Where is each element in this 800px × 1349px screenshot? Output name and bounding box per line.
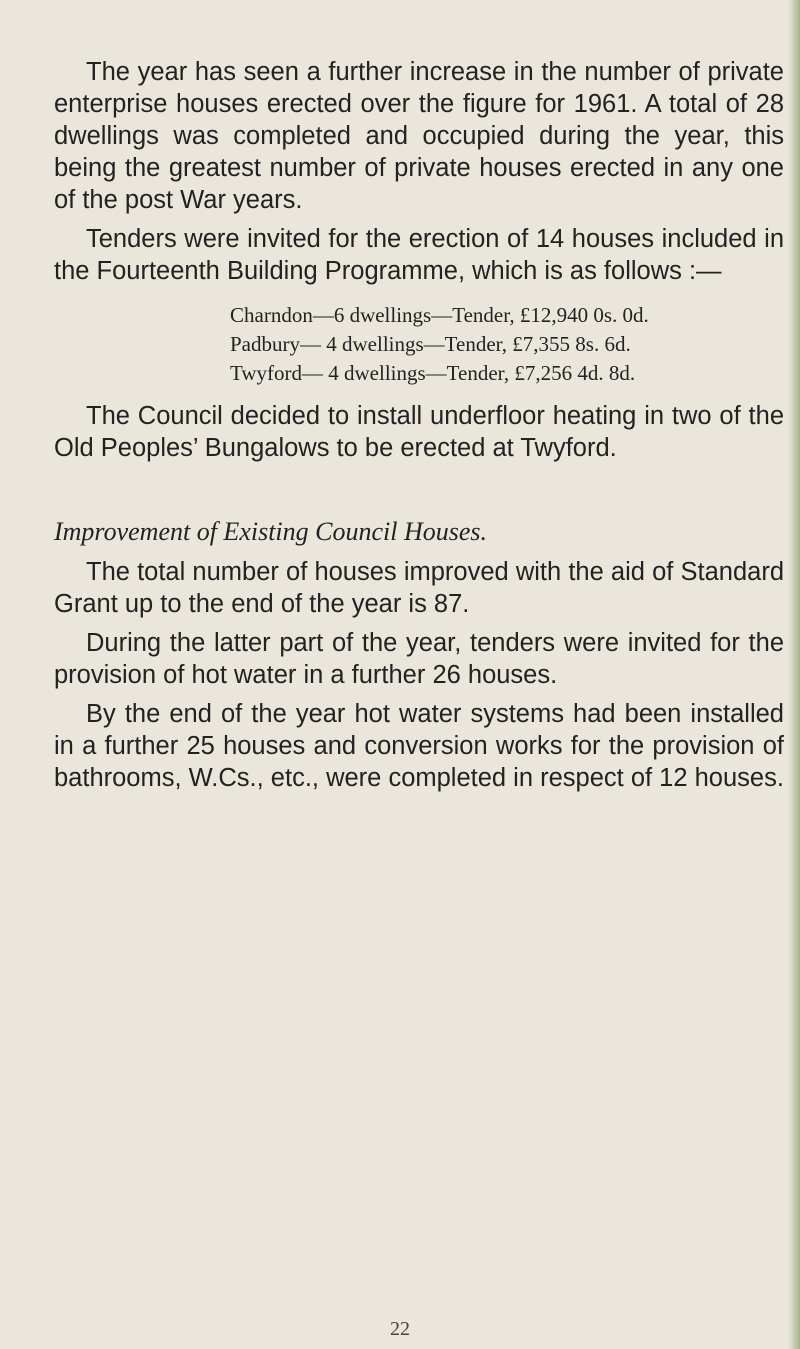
paragraph-conversion-works: By the end of the year hot water systems had been installed in a further 25 houses and conversion works for the provision of bathrooms, W.Cs., etc., were completed in respect of 12 houses. — [54, 700, 784, 792]
paragraph-hot-water-tenders: During the latter part of the year, tenders were invited for the provision of hot water in a further 26 houses. — [54, 629, 784, 689]
tender-list — [54, 301, 784, 388]
page-number: 22 — [390, 1318, 410, 1340]
document-page — [54, 56, 784, 794]
paragraph-underfloor-heating: The Council decided to install underfloor heating in two of the Old Peoples’ Bungalows to be erected at Twyford. — [54, 402, 784, 462]
tender-item-charndon: Charndon—6 dwellings—Tender, £12,940 0s. 0d. — [230, 303, 649, 327]
paragraph-private-houses: The year has seen a further increase in the number of private enterprise houses erected over the figure for 1961. A total of 28 dwellings was completed and occupied during the year, this being the greatest number of private houses erected in any one of the post War years. — [54, 58, 784, 214]
paragraph-tenders-intro: Tenders were invited for the erection of 14 houses included in the Fourteenth Building Programme, which is as follows :— — [54, 225, 784, 285]
paragraph-standard-grant: The total number of houses improved with the aid of Standard Grant up to the end of the year is 87. — [54, 558, 784, 618]
tender-item-twyford: Twyford— 4 dwellings—Tender, £7,256 4d. 8d. — [230, 361, 636, 385]
page-edge-shading — [788, 0, 800, 1349]
section-heading: Improvement of Existing Council Houses. — [54, 517, 488, 546]
tender-item-padbury: Padbury— 4 dwellings—Tender, £7,355 8s. 6d. — [230, 332, 631, 356]
